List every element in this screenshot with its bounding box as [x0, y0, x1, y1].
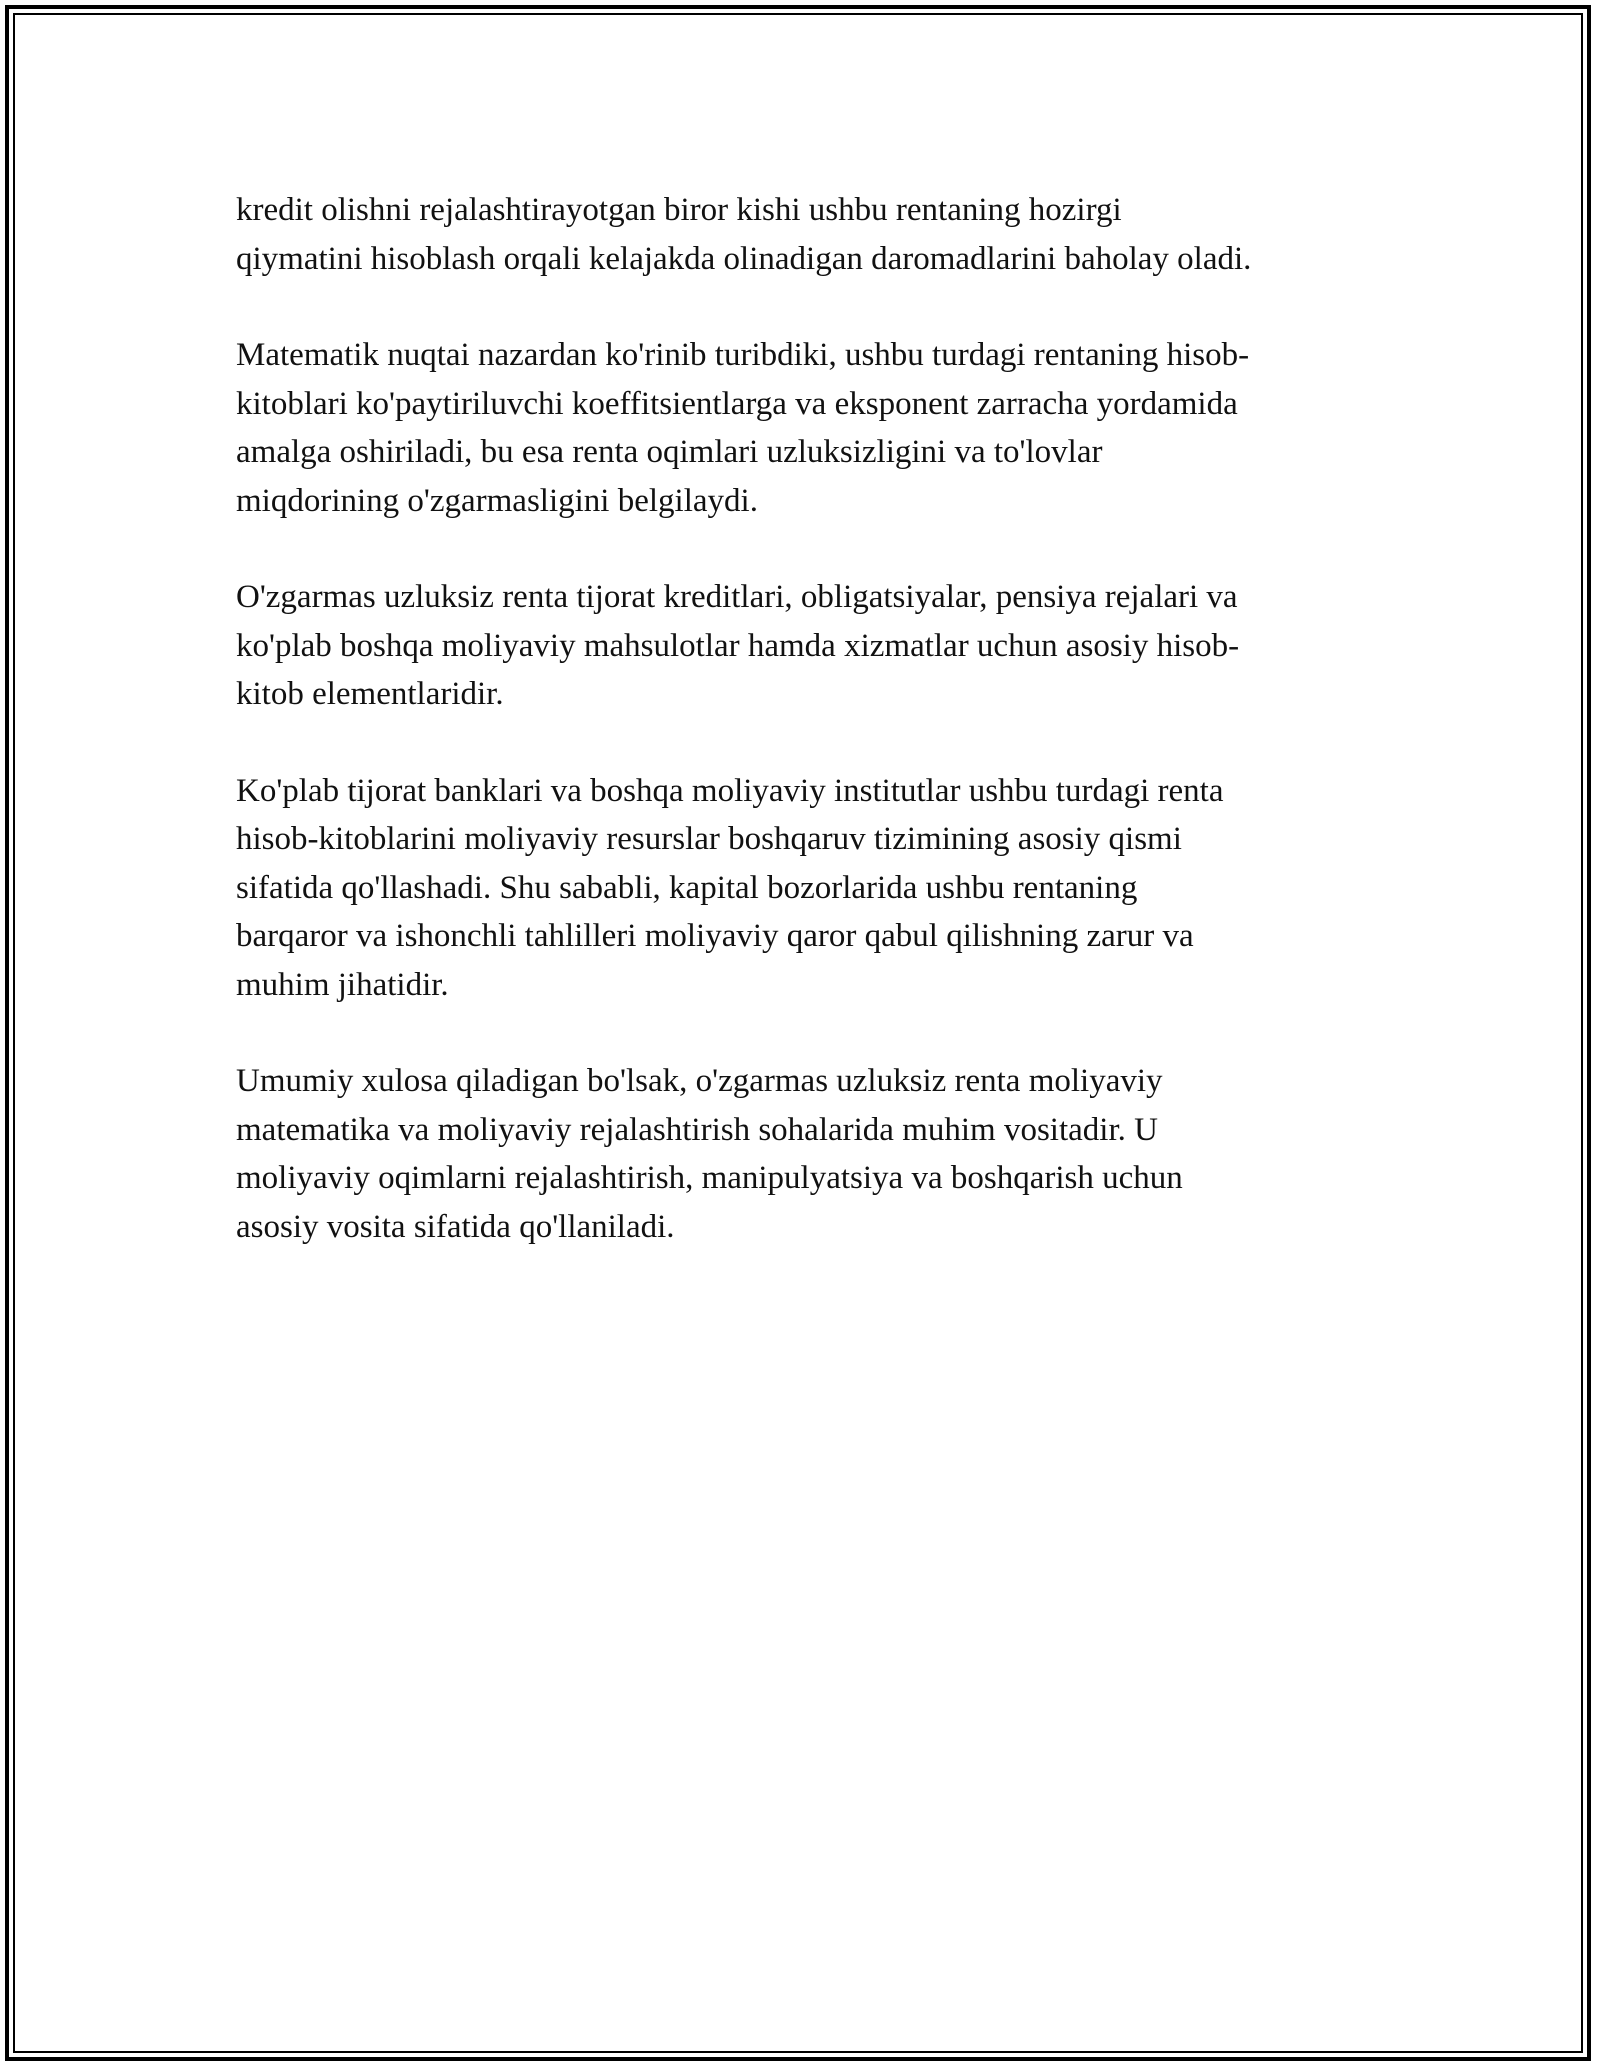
paragraph-2: Matematik nuqtai nazardan ko'rinib turibdiki, ushbu turdagi rentaning hisob- kitoblari ko'paytiriluvchi koeffitsientlarga va eksponent zarracha yordamida amalga oshiriladi, bu esa renta oqimlari uzluksizligini va to'lovlar miqdorining o'zgarmasligini belgilaydi.	[236, 337, 1250, 519]
paragraph-5: Umumiy xulosa qiladigan bo'lsak, o'zgarmas uzluksiz renta moliyaviy matematika va moliyaviy rejalashtirish sohalarida muhim vositadir. U moliyaviy oqimlarni rejalashtirish, manipulyatsiya va boshqarish uchun asosiy vosita sifatida qo'llaniladi.	[236, 1063, 1183, 1245]
paragraph-1: kredit olishni rejalashtirayotgan biror kishi ushbu rentaning hozirgi qiymatini hisoblash orqali kelajakda olinadigan daromadlarini baholay oladi.	[236, 192, 1252, 277]
paragraph-3: O'zgarmas uzluksiz renta tijorat kreditlari, obligatsiyalar, pensiya rejalari va ko'plab boshqa moliyaviy mahsulotlar hamda xizmatlar uchun asosiy hisob- kitob elementlaridir.	[236, 579, 1240, 712]
paragraph-4: Ko'plab tijorat banklari va boshqa moliyaviy institutlar ushbu turdagi renta hisob-kitoblarini moliyaviy resurslar boshqaruv tizimining asosiy qismi sifatida qo'llashadi. Shu sababli, kapital bozorlarida ushbu rentaning barqaror va ishonchli tahlilleri moliyaviy qaror qabul qilishning zarur va muhim jihatidir.	[236, 772, 1224, 1003]
document-body	[236, 186, 1376, 1299]
